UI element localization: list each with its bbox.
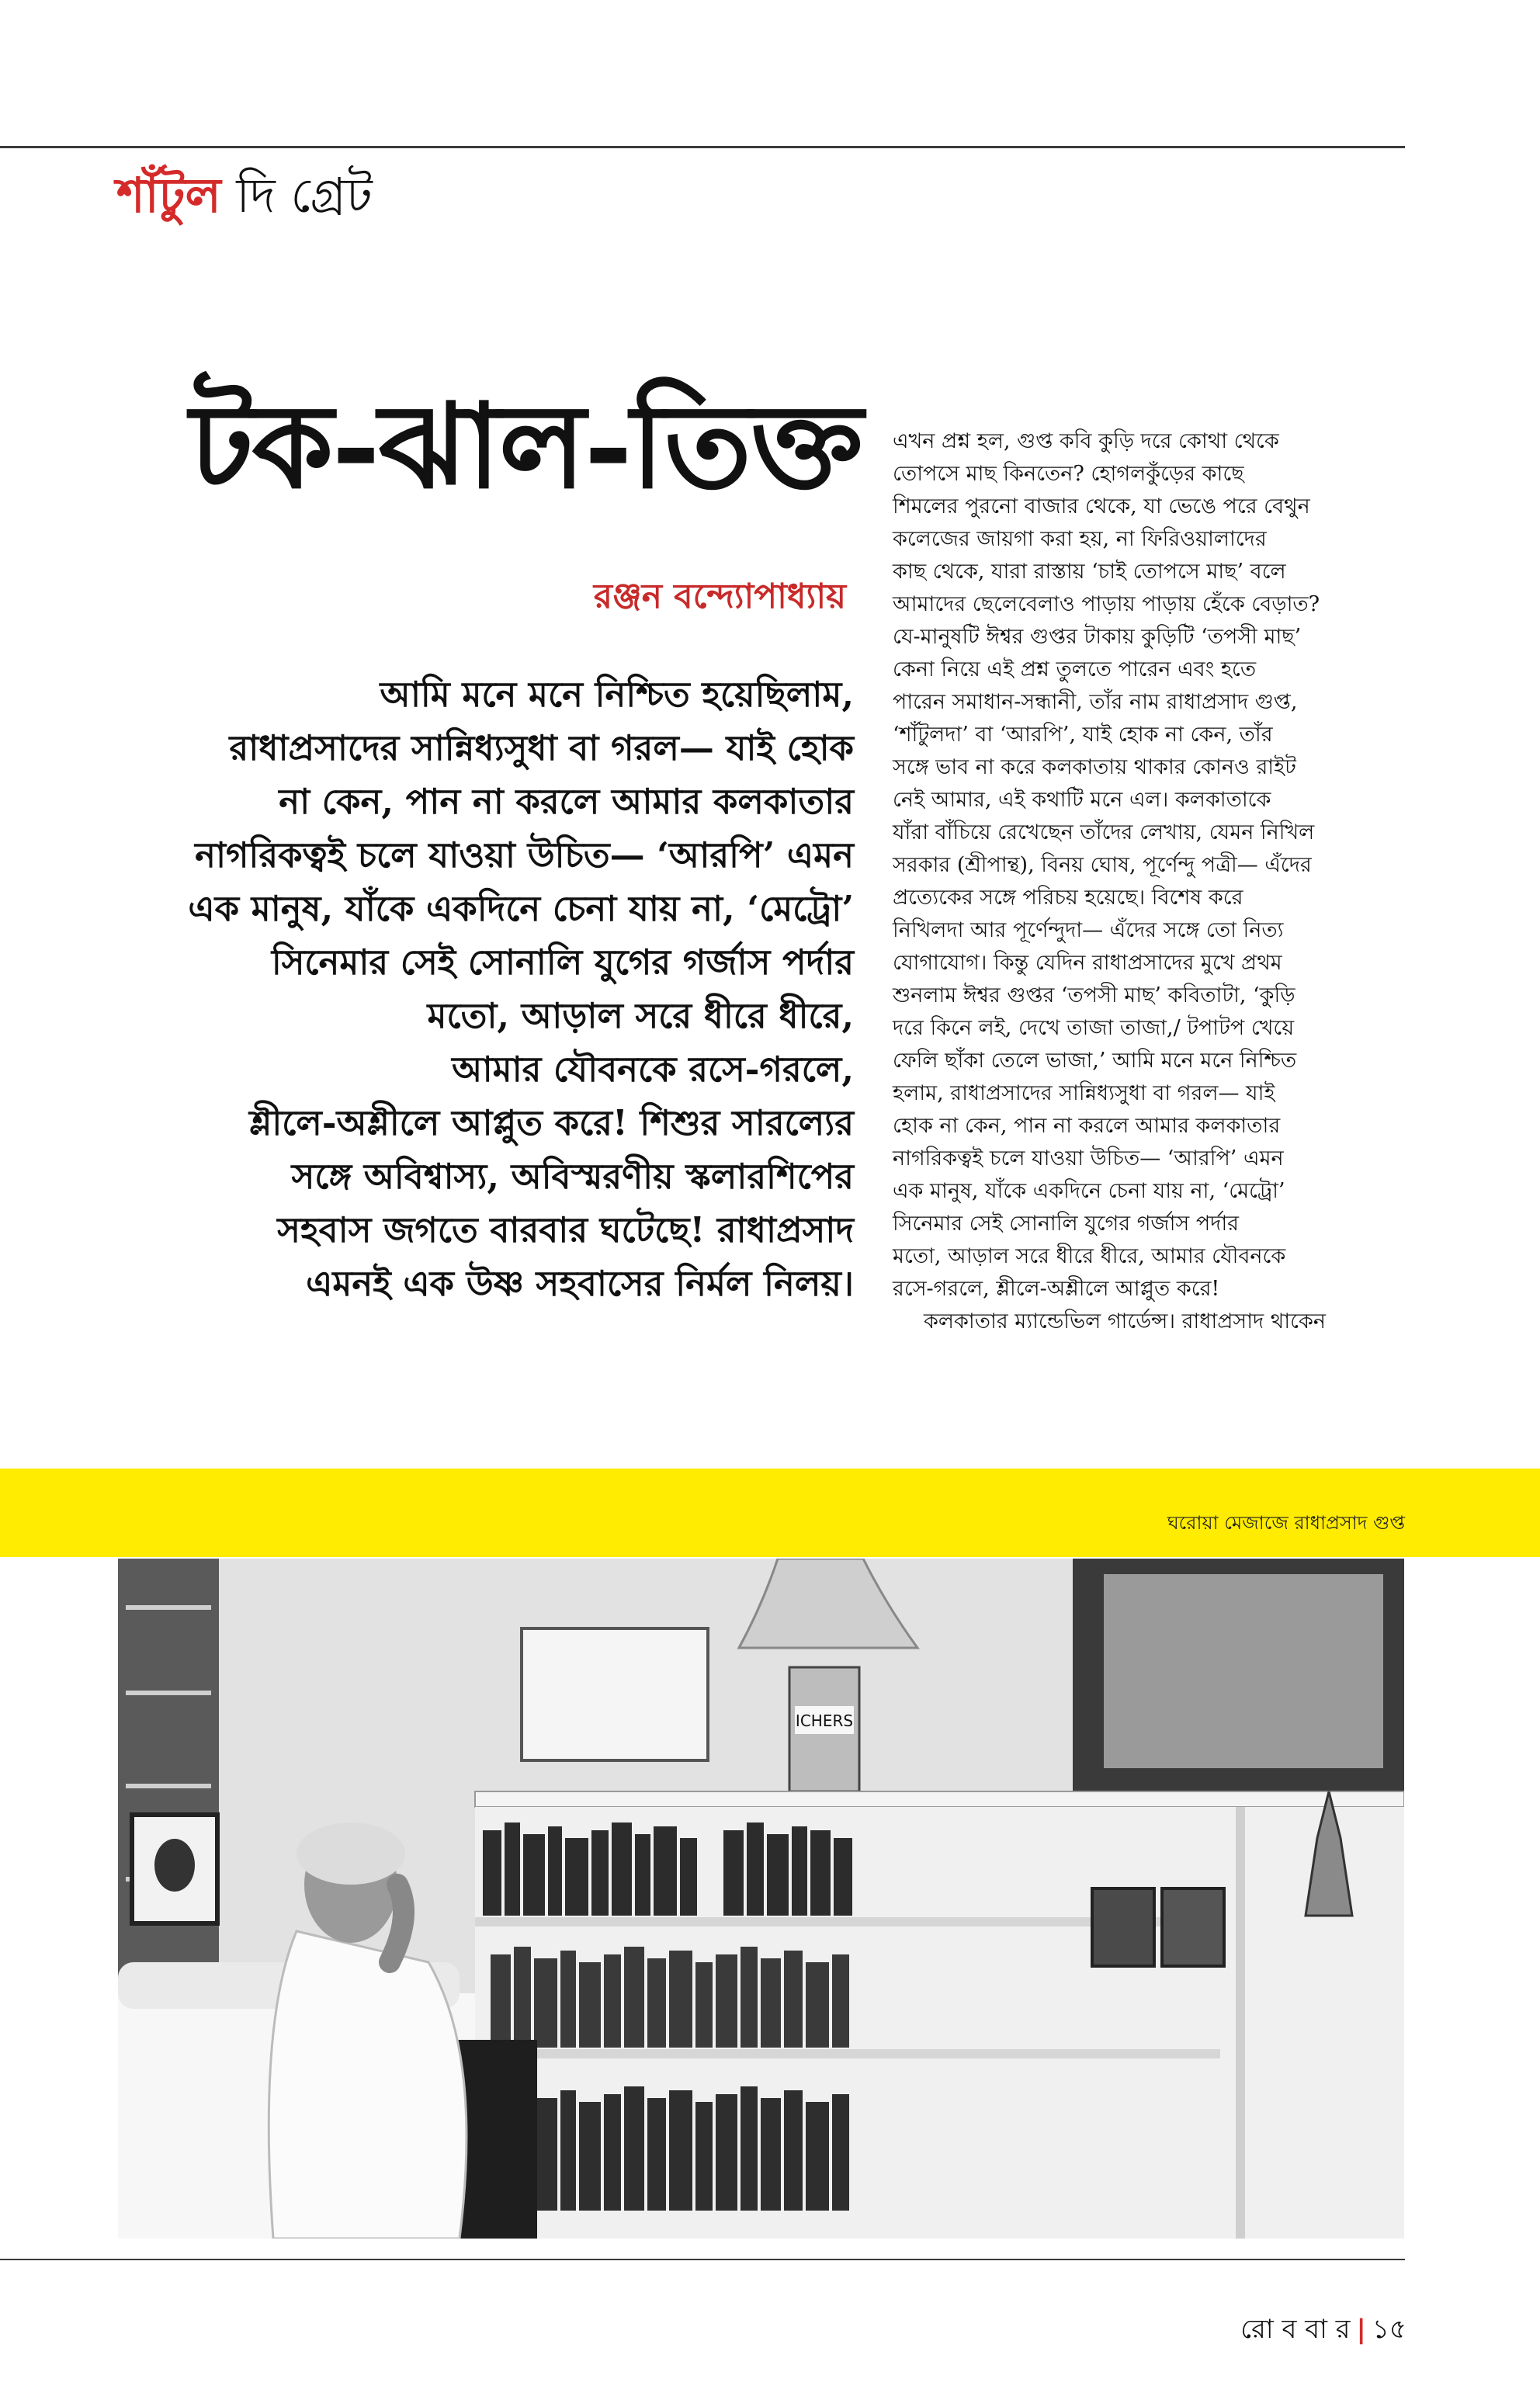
- body-line: হোক না কেন, পান না করলে আমার কলকাতার: [893, 1114, 1281, 1138]
- folio-separator: |: [1356, 2314, 1366, 2345]
- books-row-2: [491, 1947, 849, 2048]
- top-rule: [0, 146, 1405, 148]
- body-line: নেই আমার, এই কথাটি মনে এল। কলকাতাকে: [893, 788, 1271, 812]
- body-line: কাছ থেকে, যারা রাস্তায় ‘চাই তোপসে মাছ’ বলে: [893, 560, 1286, 584]
- body-line: কলকাতার ম্যান্ডেভিল গার্ডেন্স। রাধাপ্রসাদ থাকেন: [924, 1309, 1326, 1333]
- man-kurta: [269, 1931, 467, 2239]
- pull-quote-line: না কেন, পান না করলে আমার কলকাতার: [279, 781, 854, 822]
- pull-quote-line: রাধাপ্রসাদের সান্নিধ্যসুধা বা গরল— যাই হোক: [229, 727, 854, 768]
- pull-quote-line: এমনই এক উষ্ণ সহবাসের নির্মল নিলয়।: [306, 1263, 854, 1304]
- photo-frame-small: [1162, 1888, 1224, 1966]
- author-byline: রঞ্জন বন্দ্যোপাধ্যায়: [593, 577, 846, 616]
- section-header-rest: দি গ্রেট: [236, 167, 373, 224]
- body-line: দরে কিনে লই, দেখে তাজা তাজা,/ টপাটপ খেয়ে: [893, 1016, 1295, 1040]
- headline: টক-ঝাল-তিক্ত: [189, 378, 862, 515]
- section-header: [116, 159, 373, 239]
- body-line: এখন প্রশ্ন হল, গুপ্ত কবি কুড়ি দরে কোথা থেকে: [893, 429, 1279, 453]
- magazine-name: রো ব বা র: [1240, 2314, 1351, 2345]
- body-line: সঙ্গে ভাব না করে কলকাতায় থাকার কোনও রাইট: [893, 755, 1296, 779]
- body-line: এক মানুষ, যাঁকে একদিনে চেনা যায় না, ‘মেট্রো’: [893, 1179, 1285, 1203]
- body-line: যে-মানুষটি ঈশ্বর গুপ্তর টাকায় কুড়িটি ‘তপসী মাছ’: [893, 625, 1302, 649]
- body-line: রসে-গরলে, শ্লীলে-অশ্লীলে আপ্লুত করে!: [893, 1277, 1220, 1301]
- body-line: শুনলাম ঈশ্বর গুপ্তর ‘তপসী মাছ’ কবিতাটা, ‘কুড়ি: [893, 983, 1295, 1007]
- wall-frame: [522, 1628, 708, 1760]
- body-line: শিমলের পুরনো বাজার থেকে, যা ভেঙে পরে বেথুন: [893, 494, 1310, 518]
- body-line: নাগরিকত্বই চলে যাওয়া উচিত— ‘আরপি’ এমন: [893, 1146, 1284, 1170]
- photo: [118, 1559, 1404, 2239]
- body-line: সিনেমার সেই সোনালি যুগের গর্জাস পর্দার: [893, 1212, 1240, 1236]
- pull-quote-line: শ্লীলে-অশ্লীলে আপ্লুত করে! শিশুর সারল্যের: [248, 1102, 854, 1143]
- pull-quote: [116, 668, 854, 1310]
- man-hair: [297, 1822, 405, 1885]
- pull-quote-line: আমি মনে মনে নিশ্চিত হয়েছিলাম,: [380, 674, 854, 715]
- books-row-1: [483, 1822, 852, 1916]
- pull-quote-line: সহবাস জগতে বারবার ঘটেছে! রাধাপ্রসাদ: [277, 1209, 854, 1250]
- body-line: আমাদের ছেলেবেলাও পাড়ায় পাড়ায় হেঁকে বেড়াত?: [893, 592, 1320, 616]
- bottom-rule: [0, 2259, 1405, 2260]
- pull-quote-line: সঙ্গে অবিশ্বাস্য, অবিস্মরণীয় স্কলারশিপের: [291, 1156, 854, 1197]
- body-line: প্রত্যেকের সঙ্গে পরিচয় হয়েছে। বিশেষ করে: [893, 886, 1243, 910]
- body-line: যোগাযোগ। কিন্তু যেদিন রাধাপ্রসাদের মুখে প্রথম: [893, 951, 1282, 975]
- caption-band: [0, 1469, 1540, 1557]
- pull-quote-line: সিনেমার সেই সোনালি যুগের গর্জাস পর্দার: [271, 942, 854, 983]
- body-line: কেনা নিয়ে এই প্রশ্ন তুলতে পারেন এবং হতে: [893, 657, 1257, 681]
- body-text-column: [893, 425, 1389, 1338]
- books-row-3: [491, 2086, 849, 2211]
- section-header-highlight: শাঁটুল: [116, 167, 221, 224]
- photo-frame-small: [1092, 1888, 1154, 1966]
- body-line: তোপসে মাছ কিনতেন? হোগলকুঁড়ের কাছে: [893, 462, 1244, 486]
- photo-caption: ঘরোয়া মেজাজে রাধাপ্রসাদ গুপ্ত: [1167, 1512, 1405, 1534]
- bottle-label: ICHERS: [795, 1712, 854, 1730]
- body-line: পারেন সমাধান-সন্ধানী, তাঁর নাম রাধাপ্রসাদ গুপ্ত,: [893, 690, 1298, 714]
- pull-quote-line: নাগরিকত্বই চলে যাওয়া উচিত— ‘আরপি’ এমন: [195, 834, 854, 876]
- body-line: ‘শাঁটুলদা’ বা ‘আরপি’, যাই হোক না কেন, তাঁর: [893, 723, 1273, 747]
- photo-illustration: [118, 1559, 1404, 2239]
- body-line: যাঁরা বাঁচিয়ে রেখেছেন তাঁদের লেখায়, যেমন নিখিল: [893, 820, 1315, 844]
- page-number: ১৫: [1372, 2314, 1406, 2345]
- page-folio: [1240, 2309, 1406, 2353]
- body-line: নিখিলদা আর পূর্ণেন্দুদা— এঁদের সঙ্গে তো নিত্য: [893, 918, 1284, 942]
- body-line: কলেজের জায়গা করা হয়, না ফিরিওয়ালাদের: [893, 527, 1267, 551]
- body-line: মতো, আড়াল সরে ধীরে ধীরে, আমার যৌবনকে: [893, 1244, 1286, 1268]
- shelf-top: [475, 1791, 1404, 1807]
- pull-quote-line: মতো, আড়াল সরে ধীরে ধীরে,: [427, 995, 854, 1036]
- body-line: ফেলি ছাঁকা তেলে ভাজা,’ আমি মনে মনে নিশ্চিত: [893, 1049, 1297, 1073]
- pull-quote-line: আমার যৌবনকে রসে-গরলে,: [452, 1049, 854, 1090]
- pull-quote-line: এক মানুষ, যাঁকে একদিনে চেনা যায় না, ‘মেট্রো’: [188, 888, 854, 929]
- body-line: সরকার (শ্রীপান্থ), বিনয় ঘোষ, পূর্ণেন্দু পত্রী— এঁদের: [893, 853, 1312, 877]
- body-line: হলাম, রাধাপ্রসাদের সান্নিধ্যসুধা বা গরল— যাই: [893, 1081, 1275, 1105]
